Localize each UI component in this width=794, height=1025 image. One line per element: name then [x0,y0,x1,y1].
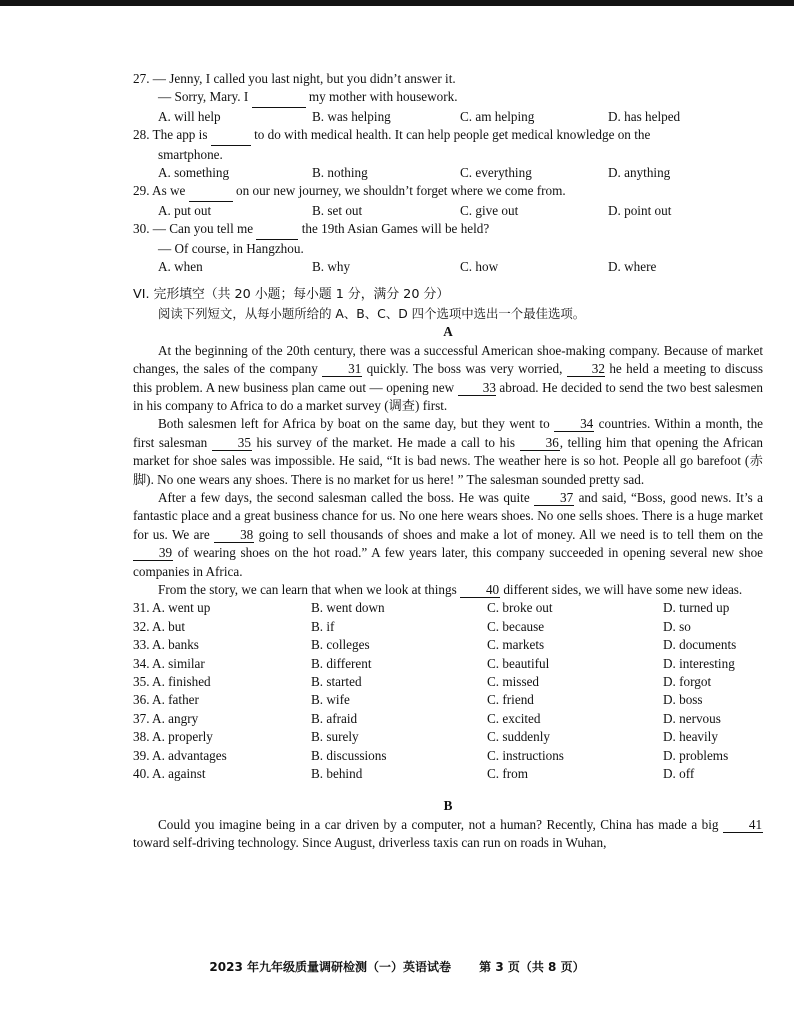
option-a: 37. A. angry [133,710,199,726]
exam-page [133,70,763,853]
cloze-blank: 37 [534,490,574,506]
section-title: VI. 完形填空（共 20 小题；每小题 1 分，满分 20 分） [133,287,450,303]
option-b: B. different [311,655,372,671]
option-a: A. will help [158,108,221,124]
option-d: D. nervous [663,710,721,726]
section-instruction: 阅读下列短文，从每小题所给的 A、B、C、D 四个选项中选出一个最佳选项。 [158,305,586,321]
cloze-blank: 33 [458,380,496,396]
option-b: B. colleges [311,637,370,653]
option-a: 31. A. went up [133,600,211,616]
options-row [133,164,763,182]
question-stem: — Of course, in Hangzhou. [158,240,304,256]
question-stem: smartphone. [158,146,223,162]
option-b: B. why [312,259,351,275]
cloze-blank: 31 [322,361,362,377]
question-28 [133,126,763,182]
answer-blank [252,88,306,107]
answer-blank [256,220,298,239]
choices-table [133,599,763,783]
question-stem: — Sorry, Mary. I my mother with housework. [133,88,763,107]
option-b: B. started [311,674,362,689]
option-a: 40. A. against [133,766,206,782]
option-c: C. missed [487,674,540,689]
option-a: 33. A. banks [133,637,199,653]
option-a: A. something [158,165,230,181]
option-d: D. off [663,766,695,782]
paragraph: Both salesmen left for Africa by boat on the same day, but they went to 34 countries. Within a month, the first salesman 35 his survey of the market. He made a call to his 36, telling him that opening the African market for shoe sales was impossible. He said, “It is bad news. The weather here is so hot. People all go barefoot (赤脚). No one wears any shoes. There is no market for us here! ” The salesman sounded pretty sad. [133,416,764,487]
paragraph: After a few days, the second salesman called the boss. He was quite 37 and said, “Boss, good news. It’s a fantastic place and a great business chance for us. No one here wears shoes. No one sells shoes. There is a huge market for us. We are 38 going to sell thousands of shoes and make a lot of money. All we need is to tell them on the 39 of wearing shoes on the hot road.” A few years later, this company succeeded in opening several new shoe companies in Africa. [133,489,764,579]
option-b: B. if [311,618,335,634]
option-b: B. surely [311,729,359,745]
option-c: C. instructions [487,747,564,763]
cloze-blank: 39 [133,545,173,561]
option-d: D. point out [608,202,672,218]
choice-row [133,728,763,746]
option-c: C. because [487,618,545,634]
question-stem: 30. — Can you tell me the 19th Asian Games will be held? [133,220,763,239]
option-c: C. excited [487,710,541,726]
choice-row [133,636,763,654]
option-d: D. heavily [663,729,718,745]
paragraph: Could you imagine being in a car driven by a computer, not a human? Recently, China has made a big 41 toward self-driving technology. Since August, driverless taxis can run on roads in Wuhan, [133,816,763,851]
option-b: B. was helping [312,108,391,124]
option-c: C. how [460,259,499,275]
question-stem: 29. As we on our new journey, we shouldn’t forget where we come from. [133,182,763,201]
paragraph: From the story, we can learn that when we look at things 40 different sides, we will have some new ideas. [158,581,743,597]
option-c: C. from [487,766,529,782]
option-a: 32. A. but [133,618,186,634]
option-a: 36. A. father [133,692,199,708]
cloze-blank: 38 [214,527,254,543]
option-c: C. friend [487,692,534,708]
scan-top-edge [0,0,794,6]
option-a: A. when [158,259,203,275]
option-d: D. anything [608,165,671,181]
option-c: C. suddenly [487,729,551,745]
option-c: C. everything [460,165,532,181]
option-b: B. set out [312,202,363,218]
option-c: C. broke out [487,600,553,616]
question-29 [133,182,763,220]
option-d: D. so [663,618,691,634]
cloze-blank: 40 [460,582,500,598]
option-c: C. am helping [460,108,535,124]
cloze-blank: 34 [554,416,594,432]
passage-label: A [443,324,453,340]
choice-row [133,618,763,636]
question-30 [133,220,763,276]
choice-row [133,655,763,673]
option-d: D. turned up [663,600,730,616]
cloze-blank: 32 [567,361,605,377]
answer-blank [211,126,251,145]
option-a: 39. A. advantages [133,747,227,763]
page-number: 第 3 页（共 8 页） [479,960,585,974]
option-a: 34. A. similar [133,655,205,671]
choice-row [133,599,763,617]
page-footer [0,958,794,976]
exam-title: 2023 年九年级质量调研检测（一）英语试卷 [209,960,451,974]
choice-row [133,710,763,728]
choice-row [133,673,763,691]
option-b: B. behind [311,766,363,782]
option-c: C. give out [460,202,519,218]
option-c: C. beautiful [487,655,550,671]
answer-blank [189,182,233,201]
passage-label: B [443,798,453,814]
cloze-blank: 41 [723,817,763,833]
paragraph: At the beginning of the 20th century, there was a successful American shoe-making company. Because of market changes, the sales of the company 31 quickly. The boss was very worried, 32 he held a meeting to discuss this problem. A new business plan came out — opening new 33 abroad. He decided to send the two best salesmen in his company to Africa to do a market survey (调查) first. [133,342,764,413]
options-row [133,258,763,276]
option-d: D. forgot [663,674,712,689]
options-row [133,202,763,220]
passage-a [133,342,763,600]
option-a: A. put out [158,202,212,218]
option-a: 35. A. finished [133,674,211,689]
option-d: D. has helped [608,108,681,124]
cloze-blank: 36 [520,435,560,451]
option-d: D. problems [663,747,729,763]
choice-row [133,747,763,765]
option-b: B. went down [311,600,385,616]
question-stem: 27. — Jenny, I called you last night, but you didn’t answer it. [133,71,456,86]
question-27 [133,70,763,126]
option-b: B. nothing [312,165,368,181]
option-d: D. interesting [663,655,735,671]
option-a: 38. A. properly [133,729,213,745]
option-c: C. markets [487,637,545,653]
choice-row [133,765,763,783]
options-row [133,108,763,126]
option-d: D. documents [663,637,737,653]
question-stem: 28. The app is to do with medical health. It can help people get medical knowledge on the [133,126,763,145]
option-b: B. discussions [311,747,387,763]
cloze-blank: 35 [212,435,252,451]
option-b: B. afraid [311,710,358,726]
option-b: B. wife [311,692,350,708]
option-d: D. where [608,259,657,275]
option-d: D. boss [663,692,703,708]
choice-row [133,691,763,709]
